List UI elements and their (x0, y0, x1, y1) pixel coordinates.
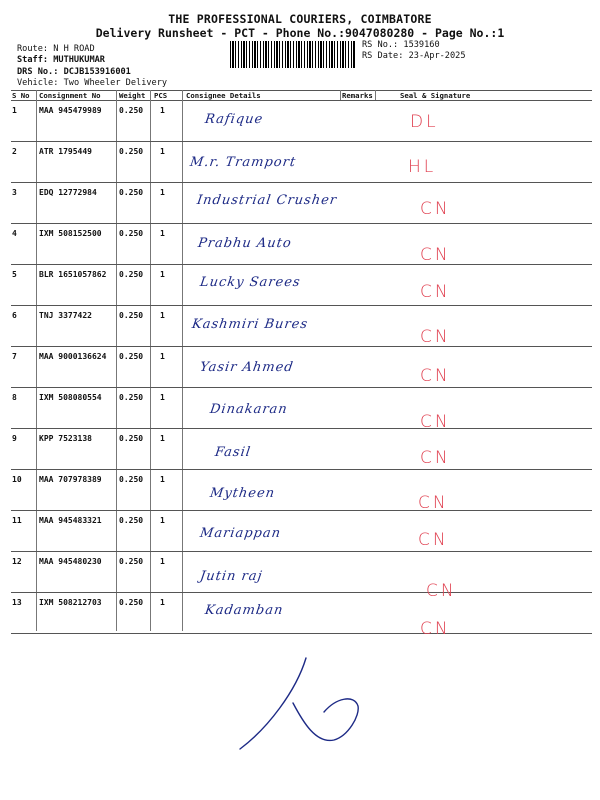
col-header-pcs: PCS (154, 91, 168, 100)
seal-signature-mark: CN (420, 199, 451, 219)
rs-no-value: 1539160 (403, 40, 440, 50)
seal-signature-mark: CN (420, 366, 451, 386)
drs-label: DRS No.: (17, 67, 59, 77)
seal-signature-mark: CN (420, 448, 451, 468)
col-divider (340, 90, 341, 100)
seal-signature-mark: CN (420, 245, 451, 265)
seal-signature-mark: CN (418, 493, 449, 513)
rs-date-value: 23-Apr-2025 (408, 51, 466, 61)
route-label: Route: (17, 44, 49, 54)
consignee-handwriting: Rafique (203, 112, 265, 127)
runsheet-subtitle: Delivery Runsheet - PCT - Phone No.:9047080280 - Page No.:1 (95, 26, 505, 40)
table-row (11, 182, 592, 223)
staff-value: MUTHUKUMAR (53, 55, 105, 65)
consignee-handwriting: Lucky Sarees (198, 275, 302, 290)
col-header-consignee: Consignee Details (186, 91, 261, 100)
vehicle-value: Two Wheeler Delivery (63, 78, 168, 88)
weight-cell: 0.250 (119, 557, 144, 566)
pcs-cell: 1 (160, 106, 165, 115)
consignee-handwriting: Dinakaran (208, 402, 289, 417)
table-row (11, 387, 592, 432)
seal-signature-mark: CN (426, 581, 457, 601)
weight-cell: 0.250 (119, 147, 144, 156)
consignee-handwriting: Kashmiri Bures (190, 317, 310, 332)
sno-cell: 10 (12, 475, 22, 484)
weight-cell: 0.250 (119, 270, 144, 279)
seal-signature-mark: CN (418, 530, 449, 550)
weight-cell: 0.250 (119, 352, 144, 361)
consignment-cell: KPP 7523138 (39, 434, 92, 443)
pcs-cell: 1 (160, 188, 165, 197)
sno-cell: 12 (12, 557, 22, 566)
consignment-cell: MAA 707978389 (39, 475, 102, 484)
col-divider (375, 90, 376, 100)
consignee-handwriting: Yasir Ahmed (198, 360, 295, 375)
weight-cell: 0.250 (119, 393, 144, 402)
vehicle-label: Vehicle: (17, 78, 59, 88)
row-rule (11, 633, 592, 634)
sno-cell: 5 (12, 270, 17, 279)
table-row (11, 100, 592, 141)
pcs-cell: 1 (160, 598, 165, 607)
rs-date-line (362, 51, 466, 61)
weight-cell: 0.250 (119, 475, 144, 484)
sno-cell: 4 (12, 229, 17, 238)
pcs-cell: 1 (160, 475, 165, 484)
drs-line (17, 67, 131, 77)
col-header-remarks: Remarks (342, 91, 373, 100)
runsheet-table (11, 90, 592, 639)
sno-cell: 9 (12, 434, 17, 443)
seal-signature-mark: CN (420, 282, 451, 302)
pcs-cell: 1 (160, 311, 165, 320)
rs-date-label: RS Date: (362, 51, 404, 61)
route-line (17, 44, 95, 54)
pcs-cell: 1 (160, 434, 165, 443)
route-value: N H ROAD (53, 44, 95, 54)
col-header-seal: Seal & Signature (400, 91, 471, 100)
sno-cell: 6 (12, 311, 17, 320)
table-row (11, 592, 592, 639)
pcs-cell: 1 (160, 557, 165, 566)
col-header-sno: S No (12, 91, 30, 100)
pcs-cell: 1 (160, 516, 165, 525)
consignment-cell: EDQ 12772984 (39, 188, 97, 197)
consignment-cell: MAA 945479989 (39, 106, 102, 115)
pcs-cell: 1 (160, 147, 165, 156)
seal-signature-mark: CN (420, 327, 451, 347)
consignment-cell: MAA 945480230 (39, 557, 102, 566)
consignment-cell: BLR 1651057862 (39, 270, 107, 279)
consignee-handwriting: Mariappan (198, 526, 283, 541)
weight-cell: 0.250 (119, 229, 144, 238)
rs-no-label: RS No.: (362, 40, 399, 50)
table-row (11, 141, 592, 182)
table-row (11, 428, 592, 469)
col-header-weight: Weight (119, 91, 146, 100)
seal-signature-mark: CN (420, 619, 451, 639)
staff-line (17, 55, 105, 65)
table-row (11, 551, 592, 601)
weight-cell: 0.250 (119, 106, 144, 115)
weight-cell: 0.250 (119, 311, 144, 320)
table-row (11, 469, 592, 513)
consignment-cell: MAA 945483321 (39, 516, 102, 525)
sno-cell: 7 (12, 352, 17, 361)
pcs-cell: 1 (160, 229, 165, 238)
consignment-cell: MAA 9000136624 (39, 352, 107, 361)
col-header-consignment: Consignment No (39, 91, 101, 100)
handwritten-signature (238, 656, 368, 756)
company-title: THE PROFESSIONAL COURIERS, COIMBATORE (168, 12, 432, 26)
consignee-handwriting: Prabhu Auto (196, 236, 293, 251)
weight-cell: 0.250 (119, 188, 144, 197)
consignment-cell: TNJ 3377422 (39, 311, 92, 320)
pcs-cell: 1 (160, 352, 165, 361)
drs-value: DCJB153916001 (63, 67, 131, 77)
seal-signature-mark: DL (410, 112, 439, 132)
table-row (11, 346, 592, 387)
sno-cell: 11 (12, 516, 22, 525)
sno-cell: 1 (12, 106, 17, 115)
seal-signature-mark: CN (420, 412, 451, 432)
pcs-cell: 1 (160, 270, 165, 279)
sno-cell: 3 (12, 188, 17, 197)
consignee-handwriting: Kadamban (203, 603, 285, 618)
consignee-handwriting: Fasil (213, 445, 252, 460)
consignment-cell: ATR 1795449 (39, 147, 92, 156)
pcs-cell: 1 (160, 393, 165, 402)
table-row (11, 223, 592, 264)
barcode (230, 41, 355, 68)
consignment-cell: IXM 508152500 (39, 229, 102, 238)
consignment-cell: IXM 508212703 (39, 598, 102, 607)
rs-no-line (362, 40, 440, 50)
consignee-handwriting: Industrial Crusher (195, 193, 339, 208)
weight-cell: 0.250 (119, 516, 144, 525)
sno-cell: 13 (12, 598, 22, 607)
table-row (11, 264, 592, 305)
table-row (11, 305, 592, 346)
consignee-handwriting: Jutin raj (198, 569, 264, 584)
seal-signature-mark: HL (408, 157, 437, 177)
sno-cell: 8 (12, 393, 17, 402)
staff-label: Staff: (17, 55, 49, 65)
weight-cell: 0.250 (119, 598, 144, 607)
vehicle-line (17, 78, 167, 88)
consignee-handwriting: M.r. Tramport (188, 155, 298, 170)
table-row (11, 510, 592, 551)
sno-cell: 2 (12, 147, 17, 156)
consignment-cell: IXM 508080554 (39, 393, 102, 402)
weight-cell: 0.250 (119, 434, 144, 443)
consignee-handwriting: Mytheen (208, 486, 277, 501)
